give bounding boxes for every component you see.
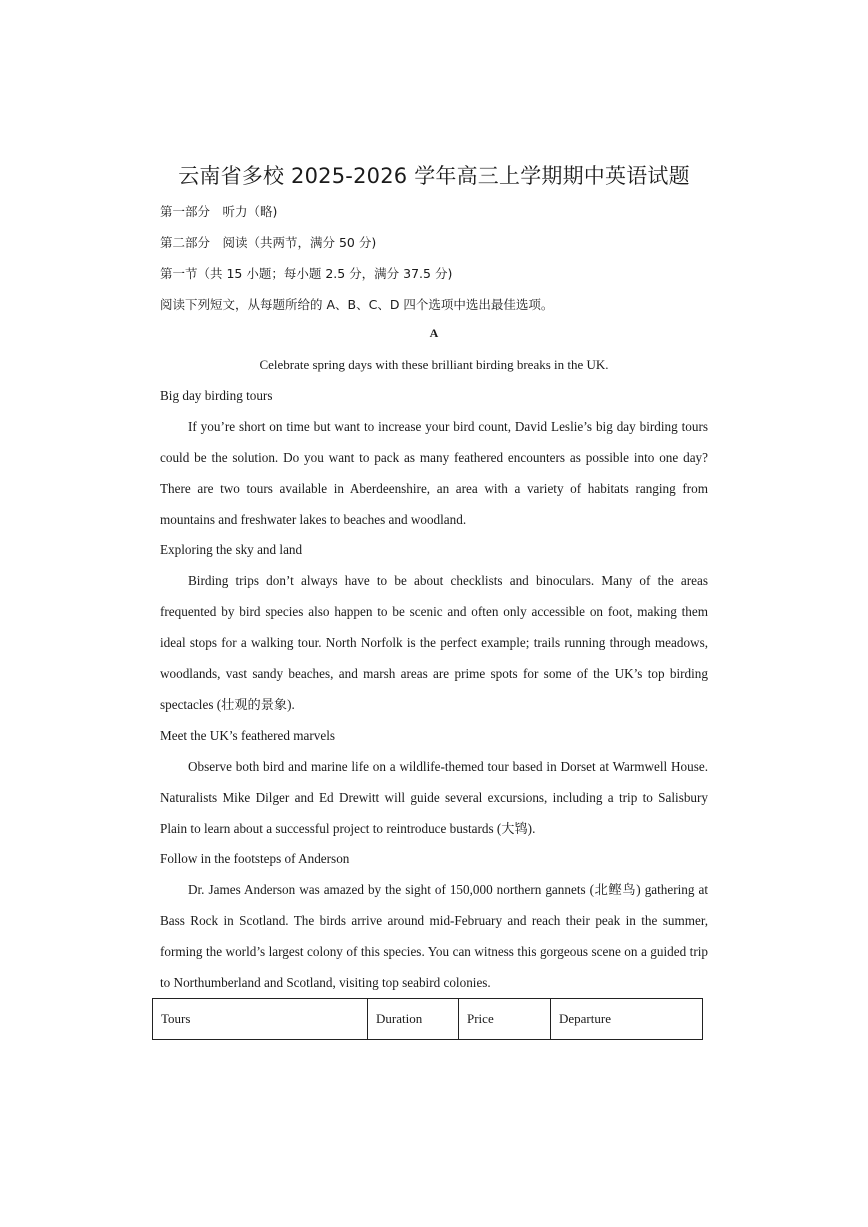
table-header-cell: Tours <box>153 999 368 1040</box>
section-heading: Meet the UK’s feathered marvels <box>160 728 336 743</box>
section-body: If you’re short on time but want to increase your bird count, David Leslie’s big day birding tours could be the solution. Do you want to pack as many feathered encounters as possible into one day? There are two tours available in Aberdeenshire, an area with a variety of habitats ranging from mountains and freshwater lakes to beaches and woodland. <box>160 419 708 527</box>
exam-title: 云南省多校 2025-2026 学年高三上学期期中英语试题 <box>178 164 690 188</box>
part2-heading: 第二部分 阅读（共两节，满分 50 分) <box>160 235 377 250</box>
passage-subtitle: Celebrate spring days with these brilliant birding breaks in the UK. <box>259 357 609 372</box>
table-header-cell: Price <box>459 999 551 1040</box>
part1-heading: 第一部分 听力（略) <box>160 204 278 219</box>
table-header-cell: Departure <box>551 999 703 1040</box>
table-header-row <box>153 999 703 1040</box>
section-heading: Big day birding tours <box>160 388 273 403</box>
section-body: Dr. James Anderson was amazed by the sight of 150,000 northern gannets (北鲣鸟) gathering at Bass Rock in Scotland. The birds arrive around mid-February and reach their peak in the summer, forming the world’s largest colony of this species. You can witness this gorgeous scene on a guided trip to Northumberland and Scotland, visiting top seabird colonies. <box>160 882 708 990</box>
section-heading: Follow in the footsteps of Anderson <box>160 851 350 866</box>
section1-heading: 第一节（共 15 小题；每小题 2.5 分，满分 37.5 分) <box>160 266 453 281</box>
table-header-cell: Duration <box>368 999 459 1040</box>
section-body: Observe both bird and marine life on a wildlife-themed tour based in Dorset at Warmwell House. Naturalists Mike Dilger and Ed Drewitt will guide several excursions, including a trip to Salisbury Plain to learn about a successful project to reintroduce bustards (大鸨). <box>160 759 708 836</box>
instruction-text: 阅读下列短文，从每题所给的 A、B、C、D 四个选项中选出最佳选项。 <box>160 297 554 312</box>
passage-label: A <box>429 326 439 340</box>
section-heading: Exploring the sky and land <box>160 542 303 557</box>
section-body: Birding trips don’t always have to be about checklists and binoculars. Many of the areas frequented by bird species also happen to be scenic and often only accessible on foot, making them ideal stops for a walking tour. North Norfolk is the perfect example; trails running through meadows, woodlands, vast sandy beaches, and marsh areas are prime spots for some of the UK’s top birding spectacles (壮观的景象). <box>160 573 708 712</box>
tours-table <box>152 998 703 1040</box>
